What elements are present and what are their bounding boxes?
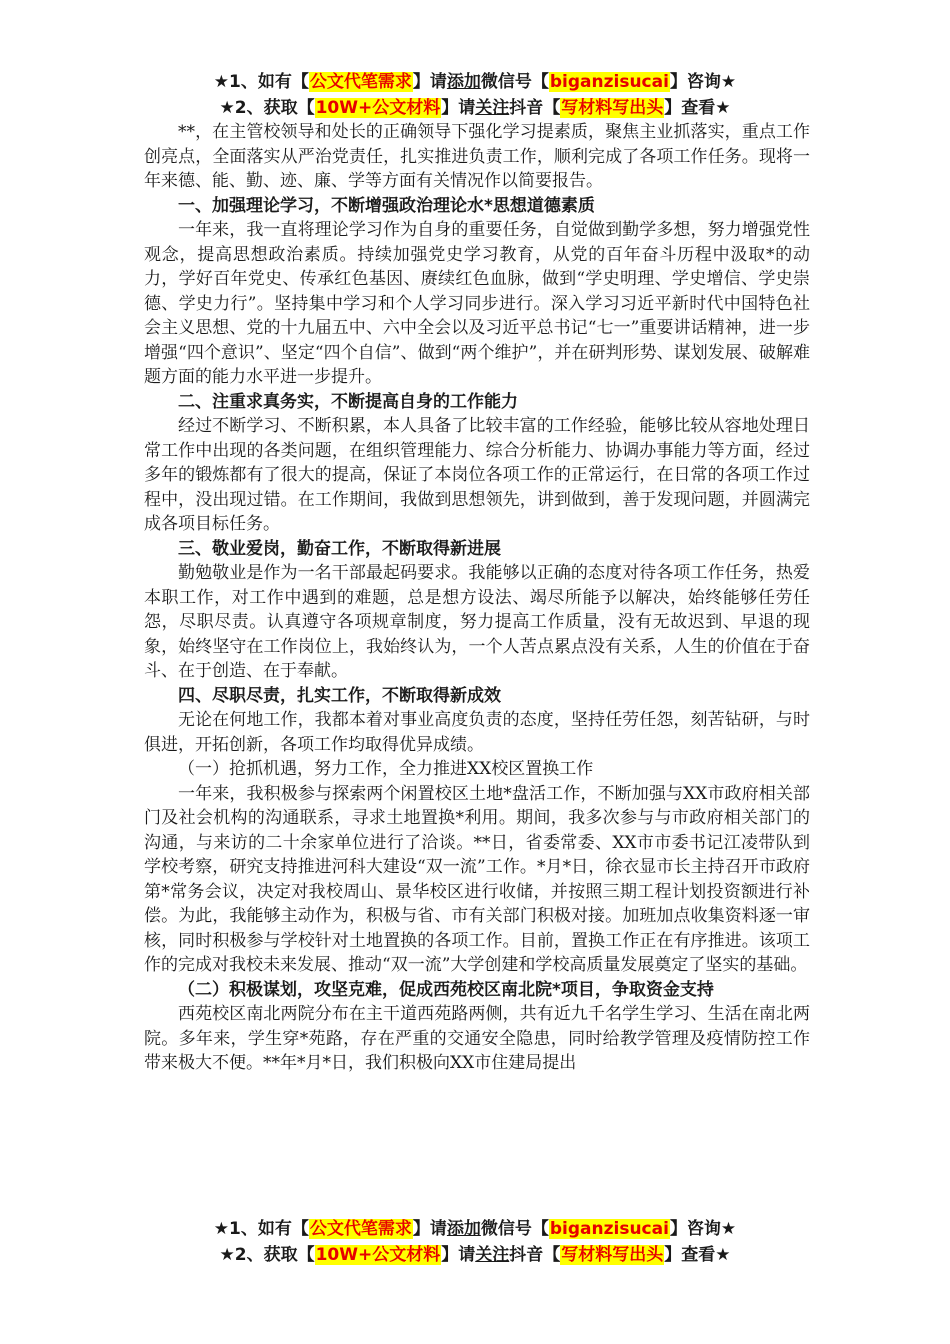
header-ad-line-1: ★1、如有【公文代笔需求】请添加微信号【biganzisucai】咨询★ — [213, 72, 737, 92]
section-1-paragraph: 一年来，我一直将理论学习作为自身的重要任务，自觉做到勤学多想，努力增强党性观念，提高思想政治素质。持续加强党史学习教育，从党的百年奋斗历程中汲取*的动力，学好百年党史、传承红色基因、赓续红色血脉，做到“学史明理、学史增信、学史崇德、学史力行”。坚持集中学习和个人学习同步进行。深入学习习近平新时代中国特色社会主义思想、党的十九届五中、六中全会以及习近平总书记“七一”重要讲话精神，进一步增强“四个意识”、坚定“四个自信”、做到“两个维护”，并在研判形势、谋划发展、破解难题方面的能力水平进一步提升。 — [144, 220, 810, 387]
highlight-text: 10W+公文材料 — [315, 1245, 441, 1265]
highlight-text: 写材料写出头 — [561, 1245, 664, 1265]
section-3-paragraph: 勤勉敬业是作为一名干部最起码要求。我能够以正确的态度对待各项工作任务，热爱本职工作，对工作中遇到的难题，总是想方设法、竭尽所能予以解决，始终能够任劳任怨，尽职尽责。认真遵守各项规章制度，努力提高工作质量，没有无故迟到、早退的现象，始终坚守在工作岗位上，我始终认为，一个人苦点累点没有关系，人生的价值在于奋斗、在于创造、在于奉献。 — [144, 563, 810, 681]
highlight-text: biganzisucai — [549, 72, 669, 92]
document-body — [144, 120, 810, 1076]
section-2-paragraph: 经过不断学习、不断积累，本人具备了比较丰富的工作经验，能够比较从容地处理日常工作中出现的各类问题，在组织管理能力、综合分析能力、协调办事能力等方面，经过多年的锻炼都有了很大的提高，保证了本岗位各项工作的正常运行，在日常的各项工作过程中，没出现过错。在工作期间，我做到思想领先，讲到做到，善于发现问题，并圆满完成各项目标任务。 — [144, 416, 810, 534]
highlight-text: 写材料写出头 — [561, 98, 664, 118]
section-4-paragraph: 无论在何地工作，我都本着对事业高度负责的态度，坚持任劳任怨，刻苦钻研，与时俱进，开拓创新，各项工作均取得优异成绩。 — [144, 710, 810, 755]
highlight-text: 公文代笔需求 — [309, 72, 412, 92]
footer-ad-line-1: ★1、如有【公文代笔需求】请添加微信号【biganzisucai】咨询★ — [213, 1219, 737, 1239]
intro-paragraph: **，在主管校领导和处长的正确领导下强化学习提素质，聚焦主业抓落实，重点工作创亮点，全面落实从严治党责任，扎实推进负责工作，顺利完成了各项工作任务。现将一年来德、能、勤、迹、廉、学等方面有关情况作以简要报告。 — [144, 122, 810, 191]
section-4-heading: 四、尽职尽责，扎实工作，不断取得新成效 — [178, 685, 501, 706]
section-1-heading: 一、加强理论学习，不断增强政治理论水*思想道德素质 — [178, 195, 595, 216]
section-2-heading: 二、注重求真务实，不断提高自身的工作能力 — [178, 391, 518, 412]
header-ad-line-2: ★2、获取【10W+公文材料】请关注抖音【写材料写出头】查看★ — [219, 98, 731, 118]
footer-ad-line-2: ★2、获取【10W+公文材料】请关注抖音【写材料写出头】查看★ — [219, 1245, 731, 1265]
subsection-1-heading: （一）抢抓机遇，努力工作，全力推进XX校区置换工作 — [178, 759, 594, 779]
section-3-heading: 三、敬业爱岗，勤奋工作，不断取得新进展 — [178, 538, 501, 559]
subsection-1-paragraph: 一年来，我积极参与探索两个闲置校区土地*盘活工作，不断加强与XX市政府相关部门及社会机构的沟通联系，寻求土地置换*利用。期间，我多次参与与市政府相关部门的沟通，与来访的二十余家单位进行了洽谈。**日，省委常委、XX市市委书记江凌带队到学校考察，研究支持推进河科大建设“双一流”工作。*月*日，徐衣显市长主持召开市政府第*常务会议，决定对我校周山、景华校区进行收储，并按照三期工程计划投资额进行补偿。为此，我能够主动作为，积极与省、市有关部门积极对接。加班加点收集资料逐一审核，同时积极参与学校针对土地置换的各项工作。目前，置换工作正在有序推进。该项工作的完成对我校未来发展、推动“双一流”大学创建和学校高质量发展奠定了坚实的基础。 — [144, 783, 810, 975]
subsection-2-heading: （二）积极谋划，攻坚克难，促成西苑校区南北院*项目，争取资金支持 — [178, 979, 714, 1000]
highlight-text: biganzisucai — [549, 1219, 669, 1239]
subsection-2-paragraph: 西苑校区南北两院分布在主干道西苑路两侧，共有近九千名学生学习、生活在南北两院。多年来，学生穿*苑路，存在严重的交通安全隐患，同时给教学管理及疫情防控工作带来极大不便。**年*月*日，我们积极向XX市住建局提出 — [144, 1004, 810, 1073]
highlight-text: 公文代笔需求 — [309, 1219, 412, 1239]
highlight-text: 10W+公文材料 — [315, 98, 441, 118]
